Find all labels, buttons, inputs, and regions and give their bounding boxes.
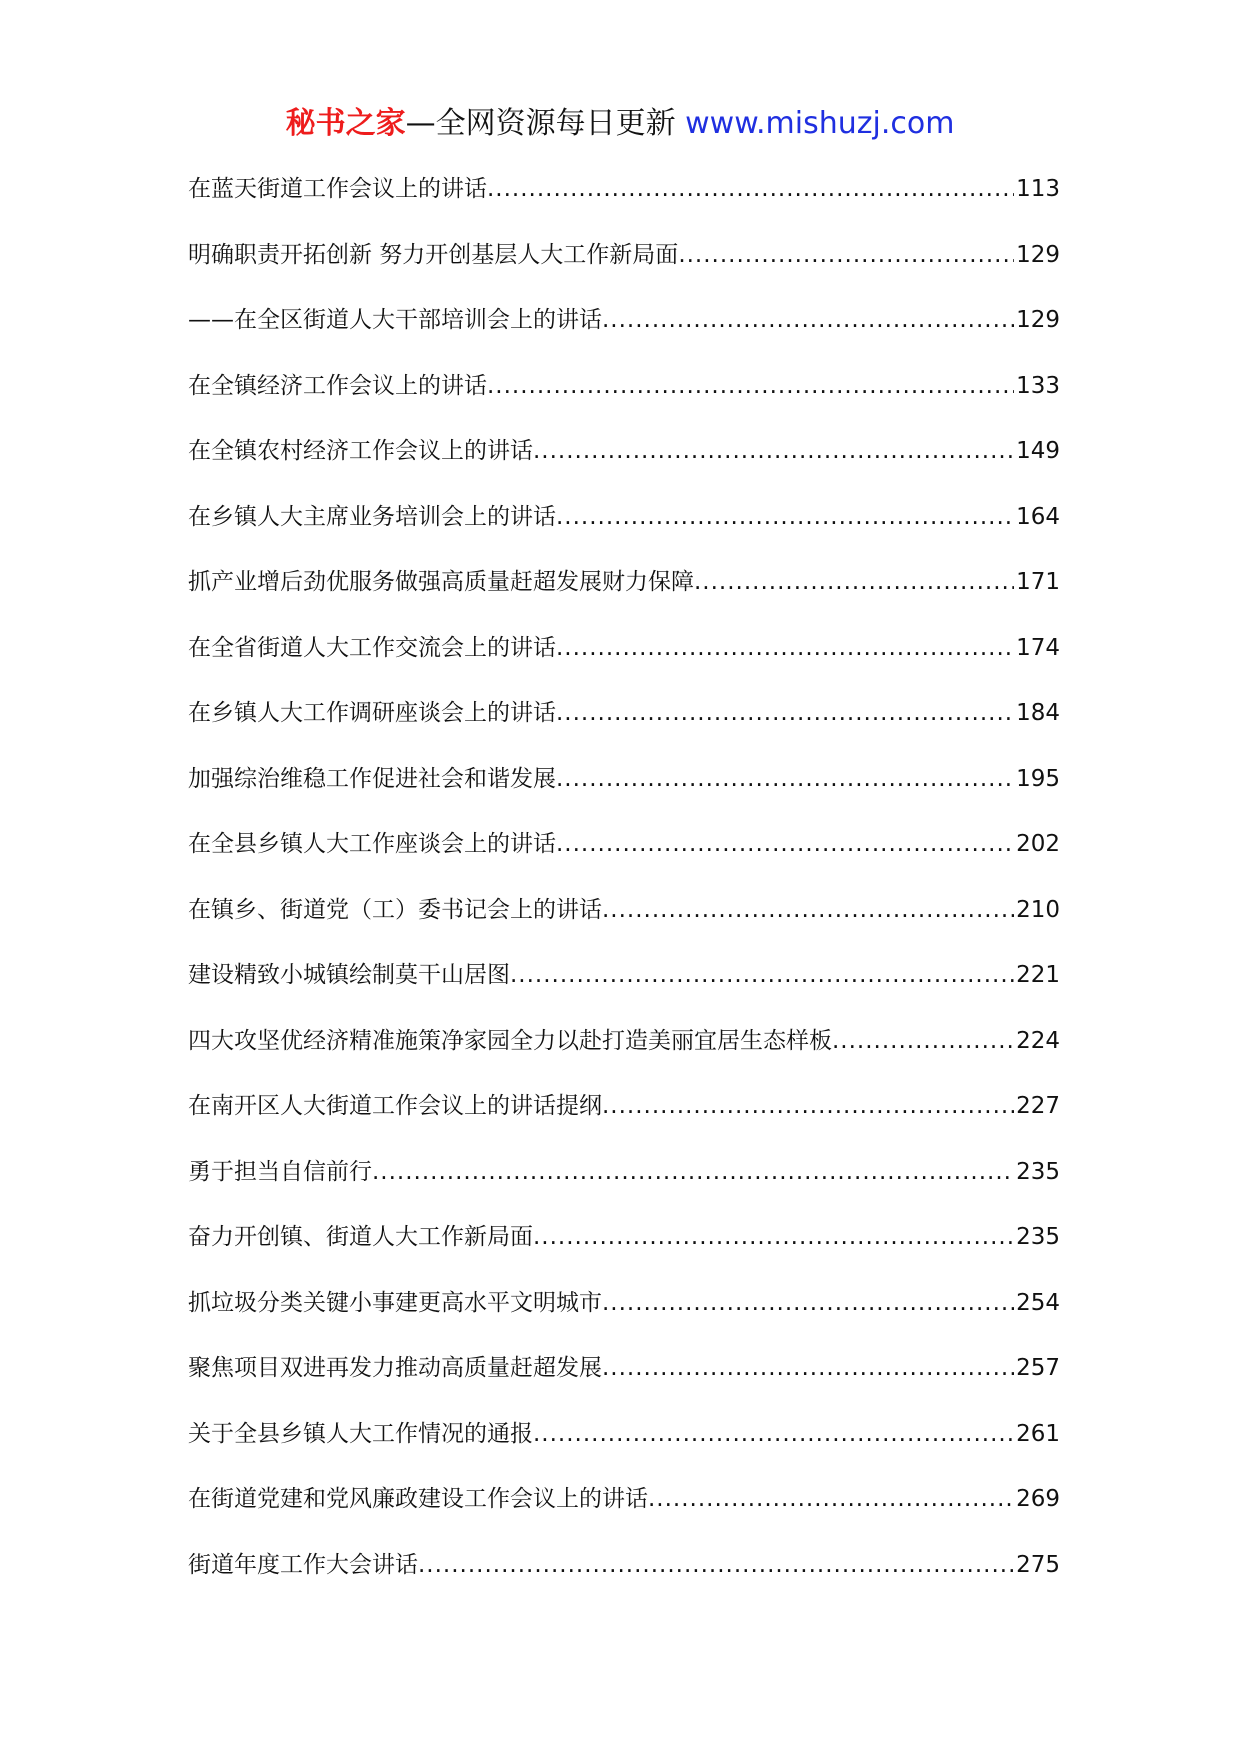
toc-entry-title: 在乡镇人大工作调研座谈会上的讲话 bbox=[188, 700, 556, 726]
toc-entry-page-number: 269 bbox=[1016, 1486, 1060, 1512]
toc-entry-page-number: 202 bbox=[1016, 831, 1060, 857]
toc-dot-leader bbox=[556, 500, 1014, 534]
toc-entry-title: 在全省街道人大工作交流会上的讲话 bbox=[188, 634, 556, 661]
toc-dot-leader bbox=[487, 172, 1014, 206]
page-header bbox=[0, 102, 1240, 146]
toc-dot-leader bbox=[556, 827, 1014, 861]
toc-entry[interactable] bbox=[188, 1286, 1060, 1352]
toc-entry[interactable] bbox=[188, 434, 1060, 500]
toc-dot-leader bbox=[533, 434, 1014, 468]
toc-entry-title: 聚焦项目双进再发力推动高质量赶超发展 bbox=[188, 1355, 602, 1381]
toc-entry-page-number: 210 bbox=[1016, 896, 1060, 923]
toc-dot-leader bbox=[694, 565, 1014, 599]
toc-entry-title: 在乡镇人大主席业务培训会上的讲话 bbox=[188, 503, 556, 530]
toc-entry-page-number: 235 bbox=[1016, 1224, 1060, 1250]
toc-entry[interactable] bbox=[188, 172, 1060, 238]
toc-entry[interactable] bbox=[188, 1024, 1060, 1090]
site-url-link[interactable]: www.mishuzj.com bbox=[685, 106, 955, 141]
toc-entry-page-number: 133 bbox=[1016, 372, 1060, 399]
toc-dot-leader bbox=[648, 1482, 1014, 1516]
toc-entry[interactable] bbox=[188, 1482, 1060, 1548]
toc-entry[interactable] bbox=[188, 1351, 1060, 1417]
toc-entry-page-number: 261 bbox=[1016, 1420, 1060, 1447]
toc-entry[interactable] bbox=[188, 303, 1060, 369]
toc-entry-page-number: 113 bbox=[1016, 176, 1060, 202]
toc-entry-title: 街道年度工作大会讲话 bbox=[188, 1551, 418, 1578]
toc-entry[interactable] bbox=[188, 1220, 1060, 1286]
toc-dot-leader bbox=[602, 893, 1014, 927]
toc-dot-leader bbox=[556, 762, 1014, 796]
toc-entry-title: ——在全区街道人大干部培训会上的讲话 bbox=[188, 307, 602, 333]
toc-entry[interactable] bbox=[188, 696, 1060, 762]
toc-entry-page-number: 129 bbox=[1016, 241, 1060, 268]
toc-entry-title: 在南开区人大街道工作会议上的讲话提纲 bbox=[188, 1093, 602, 1119]
toc-entry-page-number: 235 bbox=[1016, 1158, 1060, 1185]
toc-dot-leader bbox=[678, 238, 1014, 272]
toc-entry-title: 加强综治维稳工作促进社会和谐发展 bbox=[188, 765, 556, 792]
toc-entry[interactable] bbox=[188, 827, 1060, 893]
toc-entry[interactable] bbox=[188, 631, 1060, 697]
toc-entry-page-number: 275 bbox=[1016, 1551, 1060, 1578]
toc-entry-title: 建设精致小城镇绘制莫干山居图 bbox=[188, 962, 510, 988]
toc-entry-page-number: 171 bbox=[1016, 569, 1060, 595]
toc-dot-leader bbox=[487, 369, 1014, 403]
toc-dot-leader bbox=[556, 631, 1014, 665]
toc-entry-title: 在街道党建和党风廉政建设工作会议上的讲话 bbox=[188, 1486, 648, 1512]
toc-entry-page-number: 224 bbox=[1016, 1027, 1060, 1054]
toc-entry-title: 勇于担当自信前行 bbox=[188, 1158, 372, 1185]
toc-dot-leader bbox=[602, 1286, 1014, 1320]
toc-entry-page-number: 227 bbox=[1016, 1093, 1060, 1119]
toc-entry-title: 在全县乡镇人大工作座谈会上的讲话 bbox=[188, 831, 556, 857]
toc-entry[interactable] bbox=[188, 762, 1060, 828]
toc-dot-leader bbox=[556, 696, 1014, 730]
toc-dot-leader bbox=[533, 1417, 1014, 1451]
toc-entry-page-number: 174 bbox=[1016, 634, 1060, 661]
toc-entry[interactable] bbox=[188, 1548, 1060, 1614]
toc-entry[interactable] bbox=[188, 238, 1060, 304]
toc-entry-page-number: 221 bbox=[1016, 962, 1060, 988]
toc-dot-leader bbox=[533, 1220, 1014, 1254]
toc-dot-leader bbox=[602, 1351, 1014, 1385]
toc-entry[interactable] bbox=[188, 565, 1060, 631]
toc-entry[interactable] bbox=[188, 1089, 1060, 1155]
toc-entry[interactable] bbox=[188, 958, 1060, 1024]
toc-dot-leader bbox=[602, 303, 1014, 337]
toc-entry[interactable] bbox=[188, 893, 1060, 959]
table-of-contents bbox=[188, 172, 1060, 1613]
toc-entry-title: 在全镇经济工作会议上的讲话 bbox=[188, 372, 487, 399]
toc-entry-title: 奋力开创镇、街道人大工作新局面 bbox=[188, 1224, 533, 1250]
toc-entry-title: 在全镇农村经济工作会议上的讲话 bbox=[188, 438, 533, 464]
brand-name: 秘书之家 bbox=[285, 106, 406, 141]
toc-entry-title: 关于全县乡镇人大工作情况的通报 bbox=[188, 1420, 533, 1447]
toc-entry-page-number: 164 bbox=[1016, 503, 1060, 530]
toc-dot-leader bbox=[418, 1548, 1014, 1582]
toc-entry-page-number: 149 bbox=[1016, 438, 1060, 464]
toc-entry-title: 明确职责开拓创新 努力开创基层人大工作新局面 bbox=[188, 241, 679, 268]
toc-dot-leader bbox=[510, 958, 1014, 992]
toc-entry-page-number: 254 bbox=[1016, 1289, 1060, 1316]
toc-entry[interactable] bbox=[188, 1417, 1060, 1483]
toc-dot-leader bbox=[602, 1089, 1014, 1123]
toc-entry-page-number: 257 bbox=[1016, 1355, 1060, 1381]
toc-dot-leader bbox=[832, 1024, 1014, 1058]
toc-entry-title: 在镇乡、街道党（工）委书记会上的讲话 bbox=[188, 896, 602, 923]
toc-entry-page-number: 184 bbox=[1016, 700, 1060, 726]
toc-entry-title: 在蓝天街道工作会议上的讲话 bbox=[188, 176, 487, 202]
header-tagline: —全网资源每日更新 bbox=[405, 106, 686, 141]
toc-entry-page-number: 195 bbox=[1016, 765, 1060, 792]
toc-entry-title: 四大攻坚优经济精准施策净家园全力以赴打造美丽宜居生态样板 bbox=[188, 1027, 832, 1054]
toc-entry-page-number: 129 bbox=[1016, 307, 1060, 333]
toc-entry[interactable] bbox=[188, 369, 1060, 435]
toc-entry[interactable] bbox=[188, 500, 1060, 566]
toc-entry-title: 抓产业增后劲优服务做强高质量赶超发展财力保障 bbox=[188, 569, 694, 595]
toc-dot-leader bbox=[372, 1155, 1014, 1189]
toc-entry-title: 抓垃圾分类关键小事建更高水平文明城市 bbox=[188, 1289, 602, 1316]
toc-entry[interactable] bbox=[188, 1155, 1060, 1221]
